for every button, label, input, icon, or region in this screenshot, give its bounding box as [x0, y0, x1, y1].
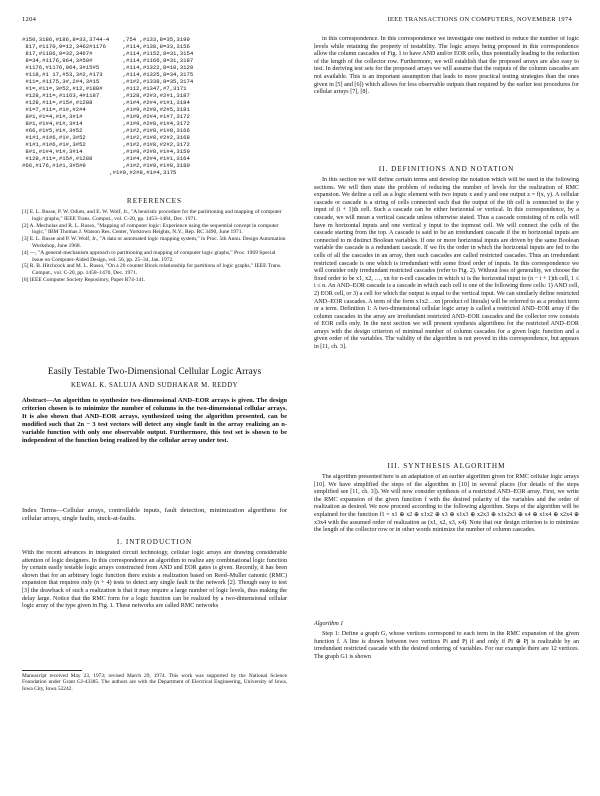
synthesis-heading: III. SYNTHESIS ALGORITHM: [387, 462, 506, 470]
reference-list: [22, 209, 287, 327]
paper-title: Easily Testable Two-Dimensional Cellular Logic Arrays: [47, 367, 262, 377]
reference-item: [4] —, "A general-mechanism approach to partitioning and mapping of computer logic graphs," Proc. 1969 Special Issue on Computer-Aided Design, vol. 56, pp. 25–34, Jan. 1972.: [22, 249, 276, 263]
page-number: 1204: [22, 16, 37, 23]
index-terms: Index Terms—Cellular arrays, controllable inputs, fault detection, minimization algorithms for cellular arrays, single faults, stuck-at-faults.: [22, 507, 287, 522]
left-column: [22, 36, 287, 711]
references-heading: REFERENCES: [126, 197, 183, 205]
definitions-heading: II. DEFINITIONS AND NOTATION: [378, 165, 515, 173]
body-paragraph: Step 1: Define a graph G, whose vertices correspond to each term in the RMC expansion of the given function f. A line is drawn between two vertices Pi and Pj if and only if Pi ⊕ Pj is realizable by an irredundant restricted cascade with the desired ordering of variables. For our example there are 12 vertices. The graph G1 is shown: [314, 631, 579, 660]
footnote-rule: [22, 670, 82, 671]
listing-line: 817,#1170,9=12,3462#1176 ,#114,#138,8=33,3156: [22, 43, 190, 50]
listing-line: 817,#1186,9=32,3467# ,#114,#1152,8=31,3154: [22, 50, 194, 57]
listing-line: ,#1#9,#2#8,#1#4,3175: [22, 169, 177, 176]
paper-authors: KEWAL K. SALUJA AND SUDHAKAR M. REDDY: [70, 382, 239, 389]
right-column: [314, 36, 579, 671]
reference-item: [5] R. B. Hitchcock and M. L. Russo, "On a 20 counter Block relationship for partitions of logic graphs," IEEE Trans. Comput., vol. C-20, pp. 1458–1470, Dec. 1971.: [22, 263, 282, 277]
listing-line: 8#1,#1=4,#1#,3#1# ,#1#9,#2#4,#1#7,3172: [22, 113, 190, 120]
listing-line: #1176,#1176,964,3#15#5 ,#114,#1322,8=10,3129: [22, 64, 194, 71]
page-header: [22, 16, 572, 26]
listing-line: 8#1,#1#4,#1#,3#14 ,#1#9,#2#8,#1#4,3172: [22, 120, 190, 127]
abstract: Abstract—An algorithm to synthesize two-dimensional AND–EOR arrays is given. The design criterion chosen is to minimize the number of columns in the two-dimensional cellular arrays. It is also shown that AND–EOR arrays, synthesized using the algorithm presented, can be modified such that 2n − 3 test vectors will detect any single fault in the array realizing an n-variable function with only one observable output. Furthermore, this test set is shown to be independent of the function being realized by the cellular array under test.: [22, 397, 287, 444]
algorithm-heading: Algorithm 1: [314, 621, 344, 627]
listing-line: #128,#11=,#15#,#1288 ,#1#4,#2#4,#1#1,3164: [22, 155, 190, 162]
listing-line: 8=34,#1176,964,3#50# ,#114,#1166,8=31,3187: [22, 57, 194, 64]
running-title: IEEE TRANSACTIONS ON COMPUTERS, NOVEMBER 1974: [387, 16, 572, 23]
footnote: Manuscript received May 23, 1973; revised March 29, 1974. This work was supported by the National Science Foundation under Grant GJ-43385. The authors are with the Department of Electrical Engineering, University of Iowa, Iowa City, Iowa 52242.: [22, 673, 287, 692]
listing-line: #66,#1#5,#1#,3#52 ,#1#2,#1#8,#1#8,3166: [22, 127, 190, 134]
listing-line: #66,#176,#1#1,3#5#9 ,#1#2,#1#8,#1#8,3180: [22, 162, 190, 169]
intro-heading: I. INTRODUCTION: [116, 538, 193, 546]
listing-line: #11=,#1175,3#,2#4,3#15 ,#1#2,#1338,8=35,3174: [22, 78, 194, 85]
body-paragraph: In this section we will define certain terms and develop the notation which will be used in the following sections. We will then state the problem of reducing the number of levels for the realization of RMC expansion. We define a cell as a logic element with two inputs x and y and one output z = f(x, y). A cellular cascade or cascade is a string of cells connected such that the output of the ith cell is connected to the y input of (i + 1)th cell. Such a cascade can be either horizontal or vertical. In this correspondence, by a cascade, we will mean a vertical cascade unless otherwise stated. Thus a cascade consisting of m cells will have m horizontal inputs and one vertical y input to the topmost cell. We will connect the cells of the cascade starting from the top. A cascade is said to be an irredundant cascade if the m horizontal inputs are connected to m distinct Boolean variables. If one or more horizontal inputs are driven by the same Boolean variable the cascade is a redundant cascade. If we fix the order in which the horizontal inputs are fed to the cells of all the cascades in an array, then such cascades are called restricted cascades. Thus an irredundant restricted cascade is one which is irredundant with some fixed order of inputs. In this correspondence we will consider only irredundant restricted cascades (refer to Fig. 2). Without loss of generality, we choose the fixed order to be x1, x2, …, xn for n-cell cascades in which xi is the horizontal input to (n − i + 1)th cell, 1 ≤ i ≤ n. An AND–EOR cascade is a cascade in which each cell is one of the following three cells: 1) AND cell, 2) EOR cell, or 3) a cell for which the output is equal to the vertical input. We can similarly define restricted AND–EOR cascades. A term of the form x1x2…xn (product of literals) will be referred to as a product term or a term. Definition 1: A two-dimensional cellular logic array is called a restricted AND–EOR array if the column cascades in the array are irredundant restricted AND–EOR cascades and the collector row consists of EOR cells only. In the next section we will present synthesis algorithms for the restricted AND–EOR arrays with the design criterion of minimal number of column cascades for a given logic function and a given order of the variables. The validity of the algorithm is not proved in this correspondence, but appears in [11, ch. 3].: [314, 177, 579, 351]
listing-line: #118,#1 17,#53,3#2,#173 ,#114,#1325,8=34,3175: [22, 71, 194, 78]
reference-item: [6] IEEE Computer Society Repository, Paper R74-141.: [22, 276, 146, 283]
listing-line: #1#1,#1#6,#1#,3#52 ,#1#2,#1#8,#2#2,3168: [22, 134, 190, 141]
reference-item: [2] A. Mecholas and R. L. Russo, "Mapping of computer logic: Experience using the sequential concept in computer logic," IBM Thomas J. Watson Res. Center, Yorktown Heights, N.Y., Rep. RC 3490, June 1971.: [22, 222, 279, 236]
body-paragraph: The algorithm presented here is an adaptation of an earlier algorithm given for RMC cellular logic arrays [10]. We have simplified the steps of the algorithm in [10] in several places (for details of the steps simplified see [11, ch. 3]). We will now consider synthesis of a restricted AND–EOR array. First, we write the RMC expansion of the given function f with the desired polarity of the variables and the order of realization as desired. We now proceed according to the following algorithm. Steps of the algorithm will be explained for the function f1 = x1 ⊕ x2 ⊕ x1x2 ⊕ x3 ⊕ x1x3 ⊕ x2x3 ⊕ x1x2x3 ⊕ x4 ⊕ x1x4 ⊕ x2x4 ⊕ x3x4 with the assumed order of realization as (x1, x2, x3, x4). Note that our design criterion is to minimize the length of the collector row or in other words minimize the number of column cascades.: [314, 474, 579, 534]
reference-item: [1] E. L. Busse, P. W. Odum, and E. W. Wolf, Jr., "A heuristic procedure for the partitioning and mapping of computer logic graphs," IEEE Trans. Comput., vol. C-20, pp. 1453–1484, Dec. 1971.: [22, 209, 282, 222]
listing-line: #150,3186,#186,8=33,3744-4 ,754 ,#133,8=35,3199: [22, 36, 190, 43]
listing-line: #1#1,#1#6,#1#,3#52 ,#1#2,#1#8,#2#2,3172: [22, 141, 190, 148]
program-listing: [22, 36, 287, 190]
listing-line: #1=7,#11=,#1#,#2#4 ,#1#9,#2#8,#2#5,3181: [22, 106, 190, 113]
intro-text: With the recent advances in integrated circuit technology, cellular logic arrays are drawing considerable attention of logic designers. In this correspondence an algorithm to realize any combinational logic function by certain easily testable logic arrays constructed from AND and EOR gates is given. Recently, it has been shown that for an arbitrary logic function there exists a realization based on Reed–Muller canonic (RMC) expansion that requires only (n + 4) tests to detect any single fault in the network [2]. Though easy to test [3] the drawback of such a realization is that it may require a large number of logic levels, thus making the delay large. Notice that the RMC form for a logic function can be realized by a two-dimensional cellular logic array of the type given in Fig. 1. These networks are called RMC networks: [22, 550, 287, 610]
listing-line: #1=,#11=,3#52,#12,#188# ,#112,#1347,#7,3171: [22, 85, 187, 92]
reference-item: [3] E. L. Busse and P. W. Wolf, Jr., "A data or automated logic mapping system," in Proc. 5th Annu. Design Automation Workshop, June 1968.: [22, 236, 286, 249]
listing-line: #128,#11=,#1163,4#1187 ,#128,#2#3,#2#1,3187: [22, 92, 190, 99]
listing-line: 8#1,#1#4,#1#,3#14 ,#1#9,#2#8,#1#4,3159: [22, 148, 190, 155]
body-paragraph: in this correspondence. In this correspondence we investigate one method to reduce the number of logic levels while retaining the property of testability. The logic arrays being proposed in this correspondence allow the column cascades of Fig. 1 to have AND and/or EOR cells, thus potentially leading to the reduction of the length of the collector row. Furthermore, we will establish that the proposed arrays are also easy to test. In deriving test sets for the proposed arrays we will assume that the outputs of the column cascades are not available. This is an important assumption that leads to more practical testing strategies than the ones given in [5] and [6]) which allows for less observable outputs than required by the earlier test procedures for cellular arrays [7], [8].: [314, 36, 579, 96]
listing-line: #128,#11=,#15#,#1288 ,#1#4,#2#4,#1#1,3184: [22, 99, 190, 106]
